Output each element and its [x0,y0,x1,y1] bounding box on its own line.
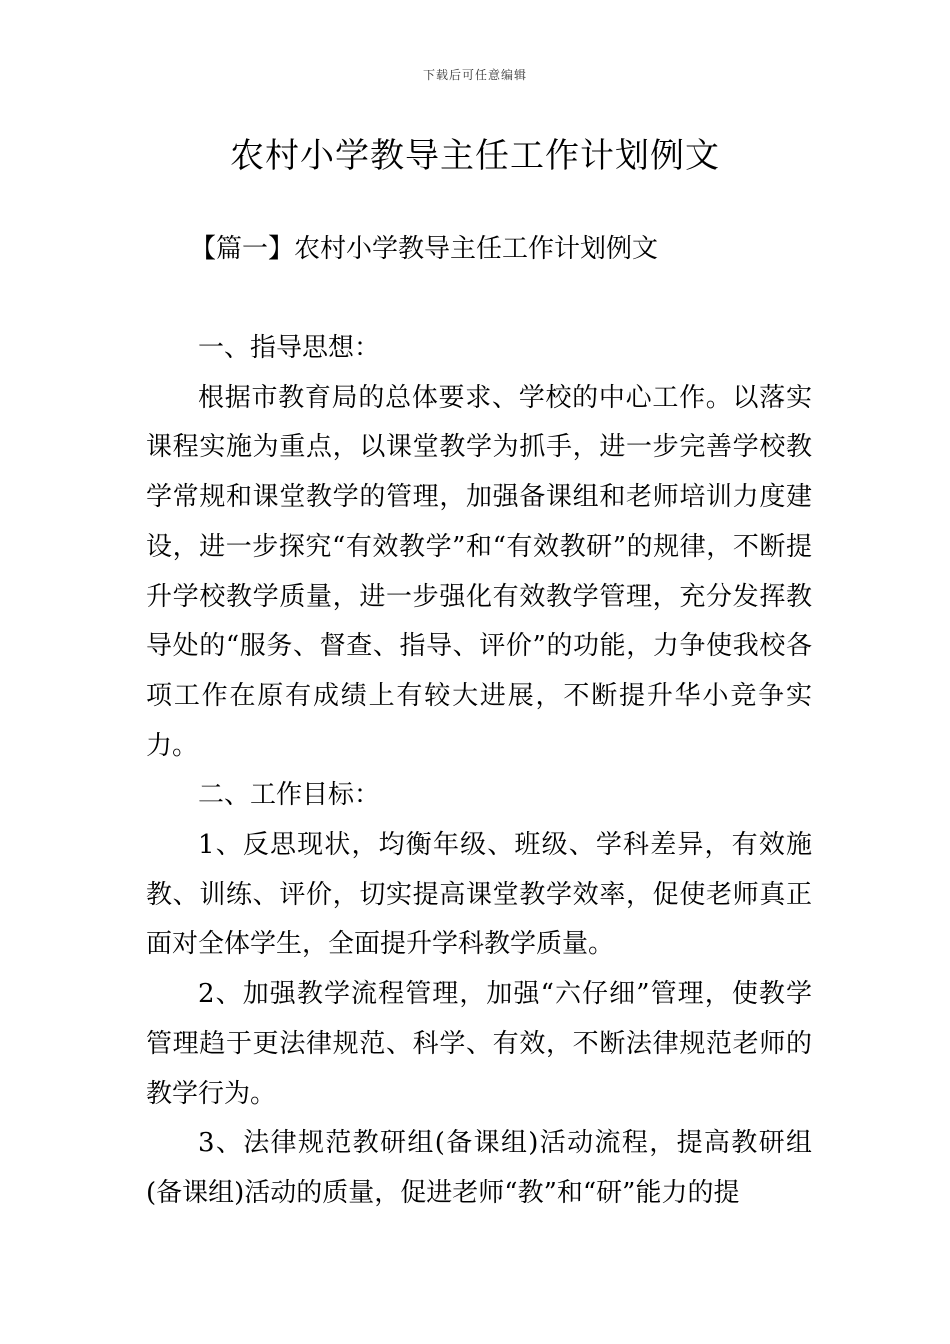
header-note: 下载后可任意编辑 [422,68,527,82]
section-heading: 【篇一】农村小学教导主任工作计划例文 [190,234,659,264]
paragraph-goal-3: 3、法律规范教研组(备课组)活动流程，提高教研组(备课组)活动的质量，促进老师“教”和“研”能力的提 [146,1128,812,1208]
paragraph-goal-2: 2、加强教学流程管理，加强“六仔细”管理，使教学管理趋于更法律规范、科学、有效，不断法律规范老师的教学行为。 [146,979,812,1109]
paragraph-heading-work-goals: 二、工作目标： [198,780,381,811]
document-title: 农村小学教导主任工作计划例文 [230,136,720,176]
paragraph-heading-guiding-thought: 一、指导思想： [198,333,381,363]
paragraph-guiding-thought: 根据市教育局的总体要求、学校的中心工作。以落实课程实施为重点，以课堂教学为抓手，进一步完善学校教学常规和课堂教学的管理，加强备课组和老师培训力度建设，进一步探究“有效教学”和“有效教研”的规律，不断提升学校教学质量，进一步强化有效教学管理，充分发挥教导处的“服务、督查、指导、评价”的功能，力争使我校各项工作在原有成绩上有较大进展，不断提升华小竞争实力。 [146,382,812,761]
document-body [146,324,812,1219]
paragraph-goal-1: 1、反思现状，均衡年级、班级、学科差异，有效施教、训练、评价，切实提高课堂教学效率，促使老师真正面对全体学生，全面提升学科教学质量。 [146,830,812,960]
